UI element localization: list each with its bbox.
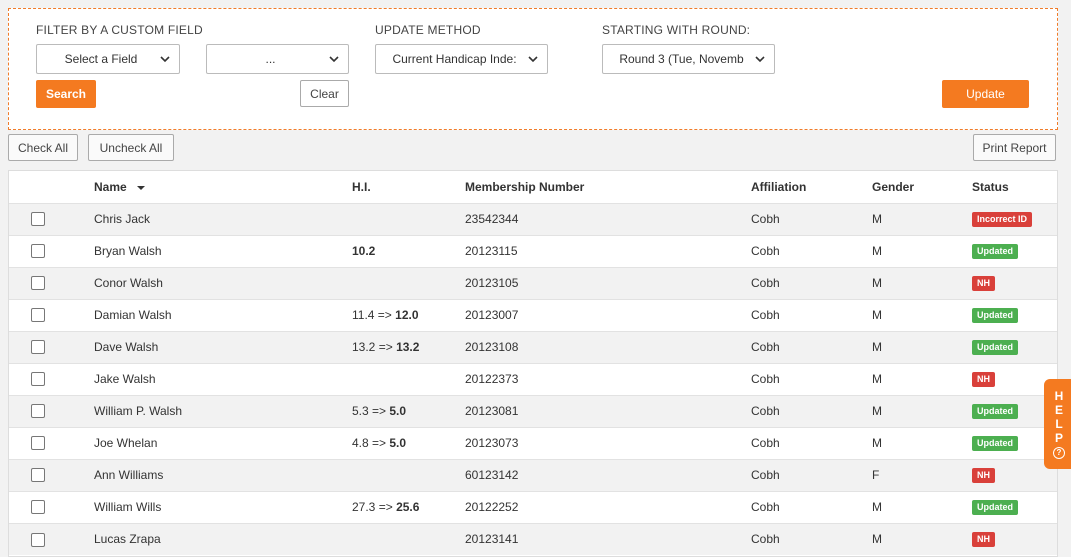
cell-status	[972, 235, 1057, 267]
cell-affiliation: Cobh	[751, 308, 780, 322]
cell-membership: 20123115	[465, 244, 518, 258]
status-badge: Incorrect ID	[972, 212, 1032, 227]
custom-field-value-select-value: ...	[265, 52, 276, 66]
cell-affiliation: Cobh	[751, 468, 780, 482]
cell-hi	[352, 459, 465, 491]
hi-new: 10.2	[352, 244, 376, 258]
status-badge: NH	[972, 372, 995, 387]
row-checkbox[interactable]	[31, 500, 45, 514]
uncheck-all-button[interactable]: Uncheck All	[88, 134, 174, 161]
cell-status	[972, 203, 1057, 235]
cell-status	[972, 491, 1057, 523]
table-row	[9, 299, 1057, 331]
cell-name: Lucas Zrapa	[94, 532, 161, 547]
status-badge: Updated	[972, 244, 1018, 259]
hi-new: 12.0	[395, 308, 419, 322]
header-hi: H.I.	[352, 179, 371, 194]
cell-name: Bryan Walsh	[94, 244, 162, 258]
update-method-select-value: Current Handicap Inde:	[392, 52, 517, 66]
search-button[interactable]: Search	[36, 80, 96, 108]
cell-status	[972, 267, 1057, 299]
update-method-label: UPDATE METHOD	[375, 23, 481, 37]
header-name-label: Name	[94, 179, 127, 194]
check-all-button[interactable]: Check All	[8, 134, 78, 161]
cell-name: Joe Whelan	[94, 436, 158, 450]
hi-old: 11.4 =>	[352, 308, 392, 322]
row-checkbox[interactable]	[31, 436, 45, 450]
status-badge: NH	[972, 276, 995, 291]
update-button[interactable]: Update	[942, 80, 1029, 108]
cell-hi	[352, 491, 465, 523]
row-checkbox[interactable]	[31, 308, 45, 322]
table-row	[9, 395, 1057, 427]
cell-membership: 20123141	[465, 532, 519, 547]
cell-membership: 20122373	[465, 372, 519, 386]
cell-name: Conor Walsh	[94, 276, 163, 290]
chevron-down-icon	[754, 53, 766, 65]
help-letter: P	[1054, 431, 1063, 445]
table-row	[9, 459, 1057, 491]
question-circle-icon: ?	[1053, 447, 1065, 459]
cell-membership: 20123081	[465, 404, 519, 418]
cell-affiliation: Cobh	[751, 212, 780, 226]
row-checkbox[interactable]	[31, 468, 45, 482]
row-checkbox-cell	[9, 459, 94, 491]
row-checkbox[interactable]	[31, 372, 45, 386]
cell-affiliation: Cobh	[751, 244, 780, 258]
row-checkbox[interactable]	[31, 340, 45, 354]
filter-panel	[8, 8, 1058, 130]
cell-membership: 23542344	[465, 212, 519, 226]
cell-gender: M	[872, 276, 882, 290]
hi-old: 5.3 =>	[352, 404, 387, 418]
cell-membership: 20123108	[465, 340, 519, 354]
round-label: STARTING WITH ROUND:	[602, 23, 751, 37]
cell-hi	[352, 523, 465, 555]
row-checkbox[interactable]	[31, 212, 45, 226]
cell-gender: M	[872, 340, 882, 354]
cell-name: Jake Walsh	[94, 372, 156, 386]
table-row	[9, 523, 1057, 555]
cell-membership: 20123073	[465, 436, 519, 450]
table-row	[9, 235, 1057, 267]
hi-old: 13.2 =>	[352, 340, 393, 354]
players-table	[8, 170, 1058, 557]
hi-new: 25.6	[396, 500, 420, 514]
header-status: Status	[972, 179, 1009, 194]
cell-affiliation: Cobh	[751, 436, 780, 450]
status-badge: Updated	[972, 340, 1018, 355]
cell-gender: M	[872, 436, 882, 450]
cell-affiliation: Cobh	[751, 404, 780, 418]
status-badge: Updated	[972, 404, 1018, 419]
header-gender: Gender	[872, 179, 915, 194]
cell-name: Dave Walsh	[94, 340, 159, 354]
row-checkbox-cell	[9, 299, 94, 331]
help-letter: E	[1054, 403, 1063, 417]
cell-gender: M	[872, 404, 882, 418]
status-badge: NH	[972, 468, 995, 483]
header-name[interactable]	[94, 171, 352, 203]
cell-hi	[352, 395, 465, 427]
print-report-button[interactable]: Print Report	[973, 134, 1056, 161]
custom-field-select-value: Select a Field	[64, 52, 138, 66]
status-badge: Updated	[972, 436, 1018, 451]
row-checkbox[interactable]	[31, 244, 45, 258]
cell-status	[972, 331, 1057, 363]
row-checkbox-cell	[9, 523, 94, 555]
header-membership: Membership Number	[465, 179, 585, 194]
table-row	[9, 427, 1057, 459]
cell-hi	[352, 363, 465, 395]
row-checkbox-cell	[9, 235, 94, 267]
cell-gender: M	[872, 532, 882, 547]
row-checkbox-cell	[9, 363, 94, 395]
cell-hi	[352, 427, 465, 459]
cell-gender: M	[872, 500, 882, 514]
row-checkbox-cell	[9, 203, 94, 235]
hi-new: 5.0	[389, 436, 407, 450]
header-affiliation: Affiliation	[751, 179, 807, 194]
cell-membership: 20123105	[465, 276, 519, 290]
table-row	[9, 363, 1057, 395]
chevron-down-icon	[159, 53, 171, 65]
cell-hi	[352, 331, 465, 363]
row-checkbox[interactable]	[31, 533, 45, 547]
table-row	[9, 331, 1057, 363]
round-select[interactable]	[602, 44, 775, 74]
cell-gender: F	[872, 468, 880, 482]
hi-old: 4.8 =>	[352, 436, 387, 450]
help-letter: L	[1055, 417, 1063, 431]
cell-name: William P. Walsh	[94, 404, 183, 418]
hi-new: 5.0	[389, 404, 407, 418]
round-select-value: Round 3 (Tue, Novemb	[619, 52, 744, 66]
cell-name: Ann Williams	[94, 468, 164, 482]
clear-button[interactable]: Clear	[300, 80, 349, 107]
cell-name: Chris Jack	[94, 212, 151, 226]
table-row	[9, 267, 1057, 299]
cell-affiliation: Cobh	[751, 500, 780, 514]
hi-old: 27.3 =>	[352, 500, 393, 514]
cell-membership: 60123142	[465, 468, 519, 482]
chevron-down-icon	[328, 53, 340, 65]
cell-affiliation: Cobh	[751, 532, 780, 547]
update-method-select[interactable]	[375, 44, 548, 74]
cell-hi	[352, 235, 465, 267]
cell-hi	[352, 203, 465, 235]
cell-status	[972, 299, 1057, 331]
cell-affiliation: Cobh	[751, 340, 780, 354]
hi-new: 13.2	[396, 340, 420, 354]
cell-gender: M	[872, 372, 882, 386]
cell-gender: M	[872, 244, 882, 258]
row-checkbox-cell	[9, 267, 94, 299]
table-row	[9, 203, 1057, 235]
status-badge: Updated	[972, 500, 1018, 515]
cell-membership: 20122252	[465, 500, 519, 514]
status-badge: Updated	[972, 308, 1018, 323]
table-header-row	[9, 171, 1057, 203]
row-checkbox-cell	[9, 491, 94, 523]
cell-name: Damian Walsh	[94, 308, 172, 322]
row-checkbox-cell	[9, 395, 94, 427]
custom-field-select[interactable]	[36, 44, 180, 74]
row-checkbox[interactable]	[31, 404, 45, 418]
cell-gender: M	[872, 308, 882, 322]
cell-affiliation: Cobh	[751, 276, 780, 290]
help-letter: H	[1054, 389, 1064, 403]
header-checkbox-col	[9, 171, 94, 203]
row-checkbox-cell	[9, 427, 94, 459]
status-badge: NH	[972, 532, 995, 547]
sort-down-icon	[137, 186, 145, 190]
cell-membership: 20123007	[465, 308, 519, 322]
cell-affiliation: Cobh	[751, 372, 780, 386]
cell-hi	[352, 267, 465, 299]
custom-field-value-select[interactable]	[206, 44, 349, 74]
chevron-down-icon	[527, 53, 539, 65]
help-tab[interactable]	[1044, 379, 1071, 469]
table-row	[9, 491, 1057, 523]
row-checkbox[interactable]	[31, 276, 45, 290]
cell-gender: M	[872, 212, 882, 226]
cell-name: William Wills	[94, 500, 162, 514]
cell-hi	[352, 299, 465, 331]
cell-status	[972, 523, 1057, 555]
row-checkbox-cell	[9, 331, 94, 363]
custom-field-label: FILTER BY A CUSTOM FIELD	[36, 23, 203, 37]
